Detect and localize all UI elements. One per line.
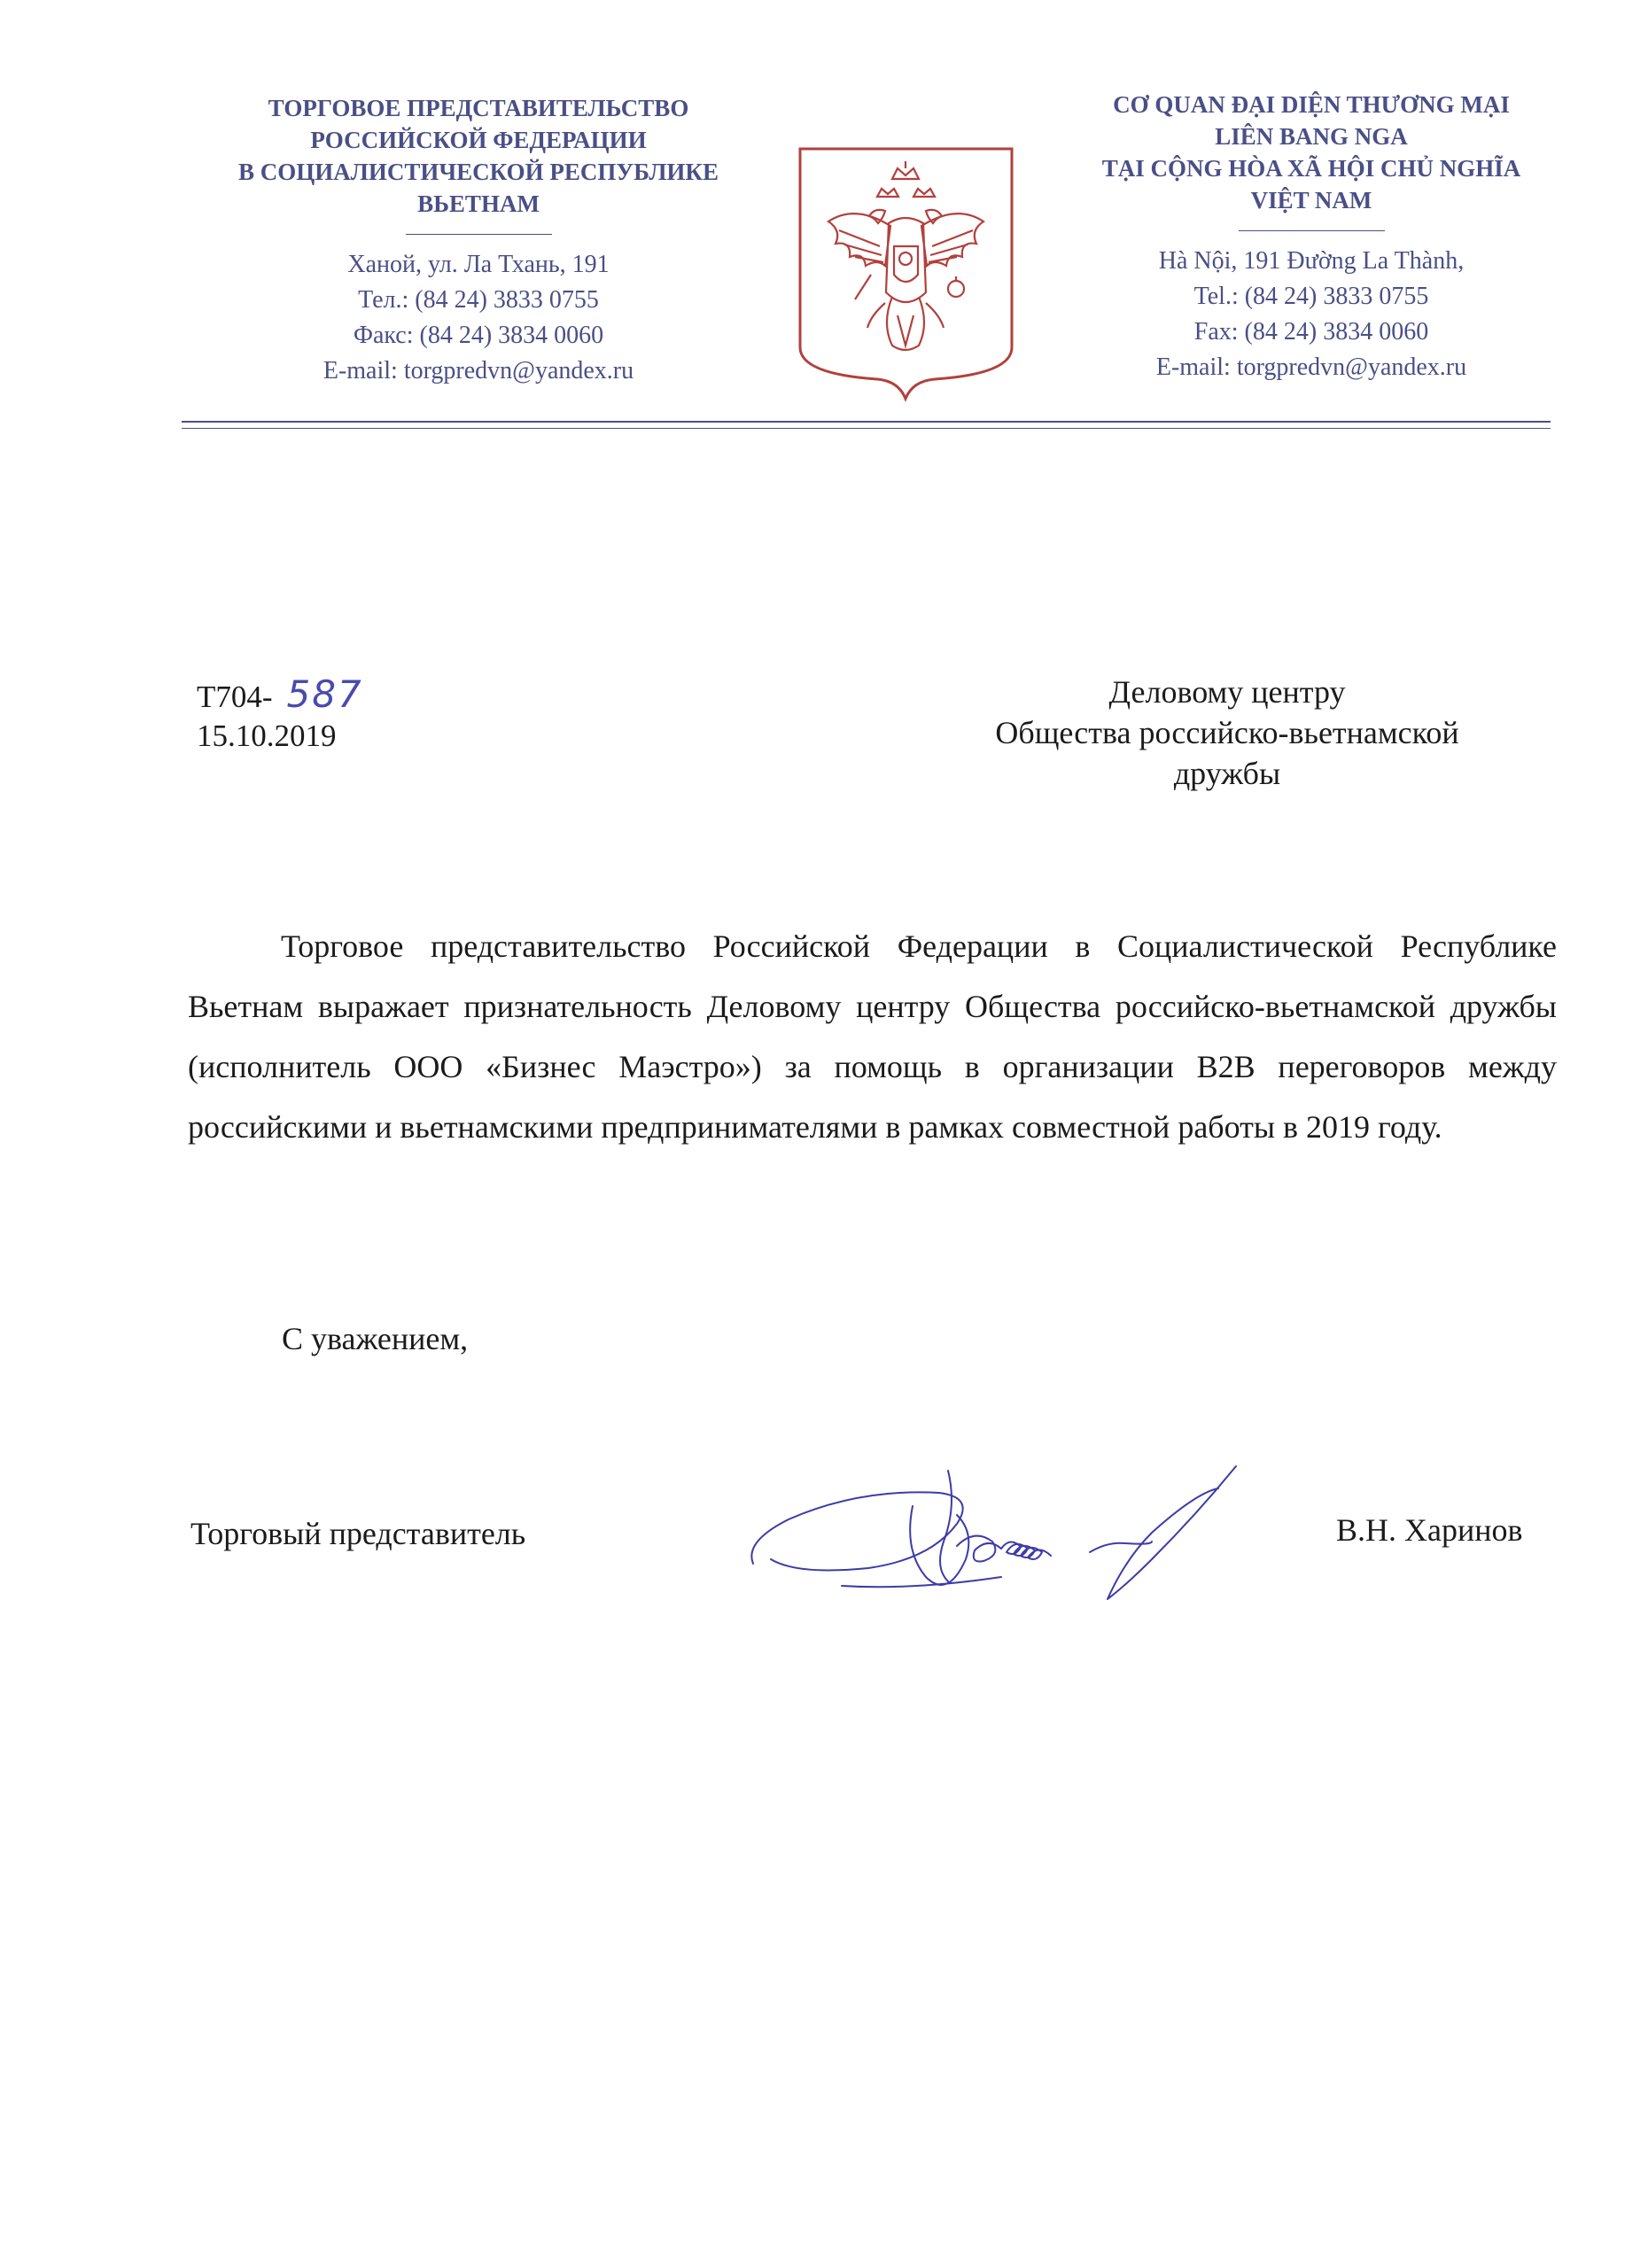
header-divider [182, 421, 1551, 423]
letterhead-email: E-mail: torgpredvn@yandex.ru [1155, 353, 1467, 381]
reference-handwritten-number: 587 [286, 672, 363, 716]
addressee-block [939, 672, 1515, 794]
reference-date: 15.10.2019 [197, 718, 337, 753]
letterhead-vietnamese [992, 89, 1630, 385]
letter-body-paragraph: Торговое представительство Российской Федерации в Социалистической Республике Вьетнам выражает признательность Деловому центру Общества российско-вьетнамской дружбы (исполнитель ООО «Бизнес Маэстро») за помощь в организации B2B переговоров между российскими и вьетнамскими предпринимателями в рамках совместной работы в 2019 году. [188, 928, 1557, 1145]
letterhead-address: Hà Nội, 191 Đường La Thành, [1158, 247, 1465, 275]
letterhead-russian [159, 92, 797, 389]
letterhead-fax: Fax: (84 24) 3834 0060 [1193, 318, 1429, 346]
letterhead-divider [406, 234, 552, 235]
letterhead-title-line: VIỆT NAM [1250, 187, 1372, 214]
letterhead-fax: Факс: (84 24) 3834 0060 [353, 322, 604, 349]
handwritten-signature-icon [735, 1453, 1249, 1630]
header-divider-thin [182, 428, 1551, 429]
letterhead-title-line: LIÊN BANG NGA [1215, 123, 1408, 150]
addressee-line: дружбы [1173, 756, 1281, 791]
signer-name: В.Н. Харинов [1336, 1512, 1523, 1548]
letterhead-title-line: В СОЦИАЛИСТИЧЕСКОЙ РЕСПУБЛИКЕ [237, 159, 719, 185]
reference-block [197, 672, 363, 756]
addressee-line: Общества российско-вьетнамской [995, 715, 1459, 750]
russian-coat-of-arms-icon [793, 142, 1019, 403]
letterhead-title-line: CƠ QUAN ĐẠI DIỆN THƯƠNG MẠI [1113, 91, 1510, 118]
letterhead-address: Ханой, ул. Ла Тхань, 191 [347, 251, 610, 278]
letterhead-title-line: TẠI CỘNG HÒA XÃ HỘI CHỦ NGHĨA [1101, 155, 1521, 182]
addressee-line: Деловому центру [1108, 674, 1346, 710]
letterhead-phone: Тел.: (84 24) 3833 0755 [358, 286, 599, 314]
letterhead-title-line: ВЬЕТНАМ [417, 190, 540, 217]
letterhead-email: E-mail: torgpredvn@yandex.ru [323, 357, 634, 384]
closing-regards: С уважением, [282, 1321, 469, 1356]
signer-title: Торговый представитель [190, 1516, 526, 1551]
letterhead-phone: Tel.: (84 24) 3833 0755 [1193, 283, 1429, 310]
letterhead-title-line: РОССИЙСКОЙ ФЕДЕРАЦИИ [310, 127, 647, 153]
reference-prefix: Т704- [197, 680, 273, 714]
letterhead-title-line: ТОРГОВОЕ ПРЕДСТАВИТЕЛЬСТВО [268, 95, 689, 121]
letterhead-divider [1239, 230, 1385, 231]
